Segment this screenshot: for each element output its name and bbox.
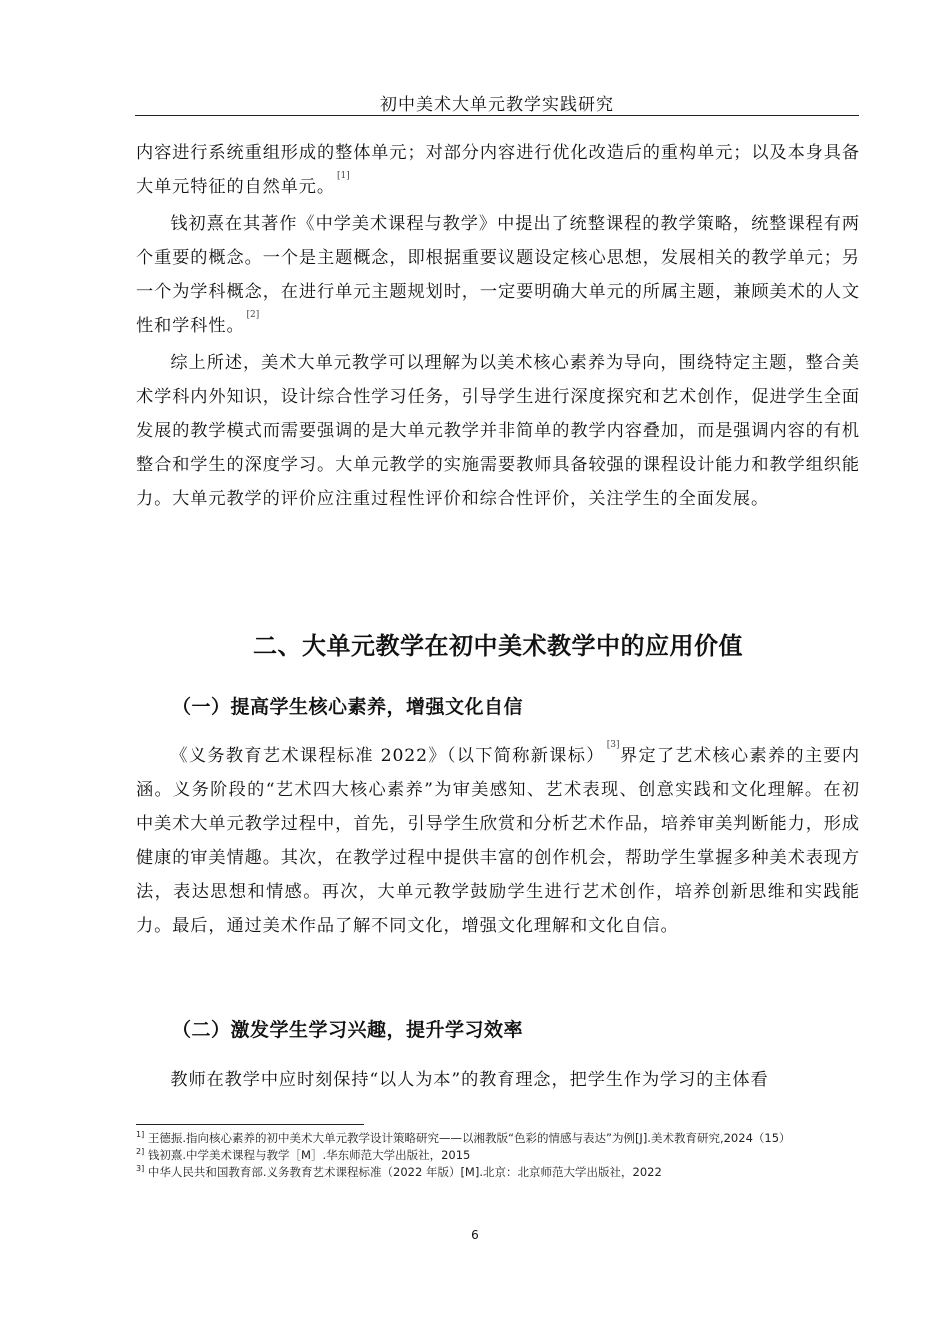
paragraph: 教师在教学中应时刻保持“以人为本”的教育理念，把学生作为学习的主体看 <box>170 1070 769 1090</box>
paragraph: 综上所述，美术大单元教学可以理解为以美术核心素养为导向，围绕特定主题，整合美术学科内外知识，设计综合性学习任务，引导学生进行深度探究和艺术创作，促进学生全面发展的教学模式而需要强调的是大单元教学并非简单的教学内容叠加，而是强调内容的有机整合和学生的深度学习。大单元教学的实施需要教师具备较强的课程设计能力和教学组织能力。大单元教学的评价应注重过程性评价和综合性评价，关注学生的全面发展。 <box>136 353 860 509</box>
body-section-3 <box>136 1063 860 1097</box>
footnote-mark: 2] <box>136 1147 145 1156</box>
subsection-heading: （二）激发学生学习兴趣，提升学习效率 <box>172 1019 524 1041</box>
paragraph: 内容进行系统重组形成的整体单元；对部分内容进行优化改造后的重构单元；以及本身具备大单元特征的自然单元。[1] <box>136 143 860 197</box>
subsection-heading: （一）提高学生核心素养，增强文化自信 <box>172 696 524 718</box>
citation-ref: [1] <box>336 171 350 181</box>
paragraph: 《义务教育艺术课程标准 2022》（以下简称新课标）[3]界定了艺术核心素养的主要内涵。义务阶段的“艺术四大核心素养”为审美感知、艺术表现、创意实践和文化理解。在初中美术大单元教学过程中，首先，引导学生欣赏和分析艺术作品，培养审美判断能力，形成健康的审美情趣。其次，在教学过程中提供丰富的创作机会，帮助学生掌握多种美术表现方法，表达思想和情感。再次，大单元教学鼓励学生进行艺术创作，培养创新思维和实践能力。最后，通过美术作品了解不同文化，增强文化理解和文化自信。 <box>136 740 861 936</box>
footnote-rule <box>136 1124 364 1125</box>
footnote-mark: 1] <box>136 1130 145 1139</box>
footnote: $^{2]}$ 钱初熹.中学美术课程与教学［M］.华东师范大学出版社，2015 <box>136 1147 471 1162</box>
footnote-mark: 3] <box>136 1164 145 1173</box>
footnotes <box>136 1130 860 1181</box>
page-number: 6 <box>471 1228 479 1242</box>
running-header: 初中美术大单元教学实践研究 <box>380 95 614 115</box>
section-heading: 二、大单元教学在初中美术教学中的应用价值 <box>253 632 743 660</box>
citation-ref: [3] <box>606 740 620 750</box>
footnote: $^{3]}$ 中华人民共和国教育部.义务教育艺术课程标准（2022 年版）[M].北京：北京师范大学出版社，2022 <box>136 1164 662 1179</box>
body-section-1 <box>136 136 860 516</box>
footnote: $^{1]}$ 王德振.指向核心素养的初中美术大单元教学设计策略研究——以湘教版“色彩的情感与表达”为例[J].美术教育研究,2024（15） <box>136 1130 791 1145</box>
paragraph: 钱初熹在其著作《中学美术课程与教学》中提出了统整课程的教学策略，统整课程有两个重要的概念。一个是主题概念，即根据重要议题设定核心思想，发展相关的教学单元；另一个为学科概念，在进行单元主题规划时，一定要明确大单元的所属主题，兼顾美术的人文性和学科性。[2] <box>136 214 860 336</box>
citation-ref: [2] <box>246 310 260 320</box>
body-section-2 <box>136 739 860 943</box>
header-rule <box>135 115 859 116</box>
